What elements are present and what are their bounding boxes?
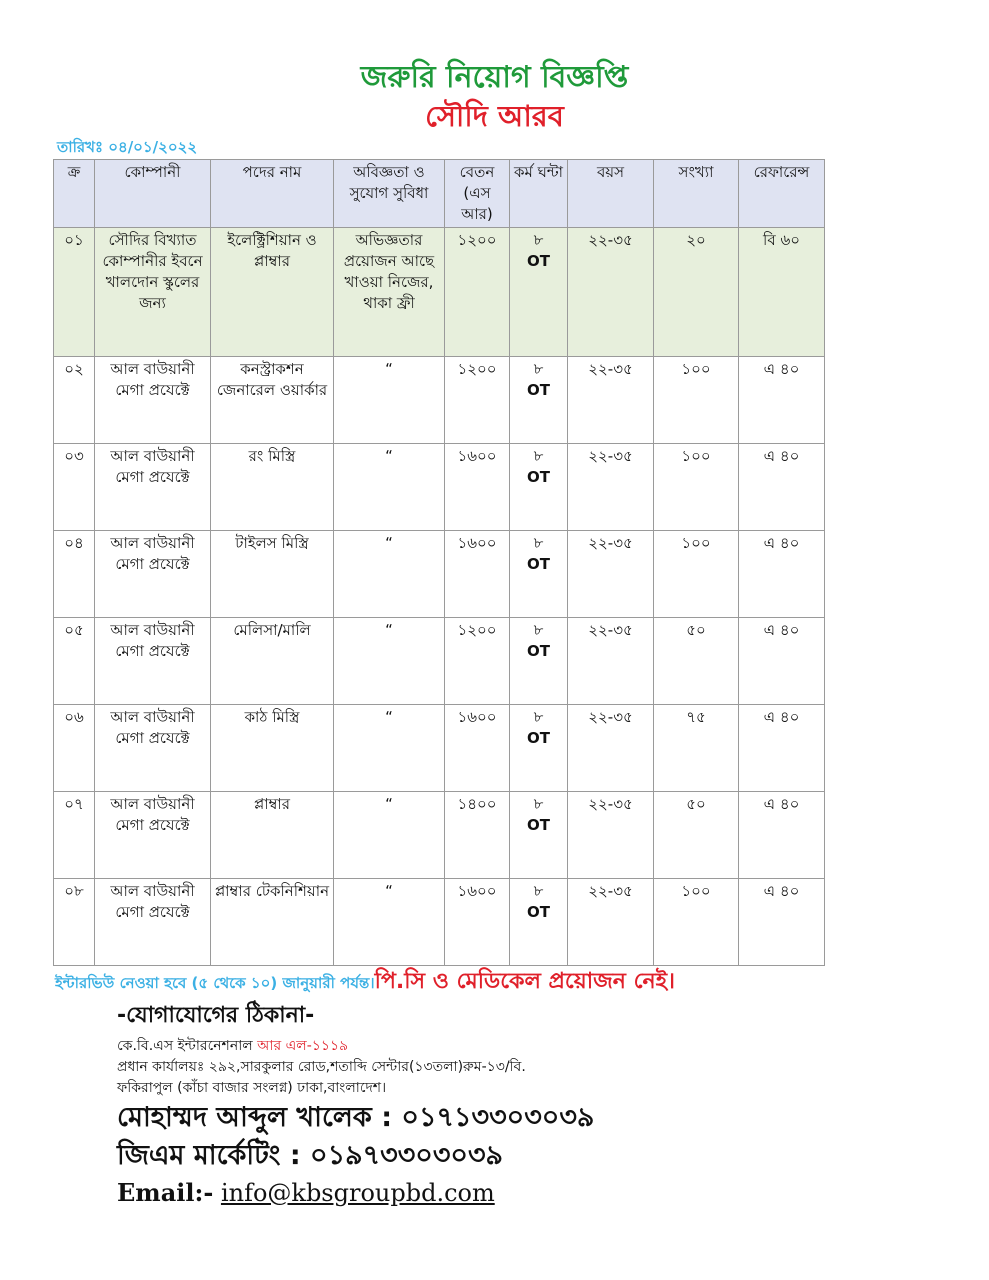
table-header-row: [54, 160, 825, 228]
cell-reference: এ ৪০: [739, 531, 825, 618]
ot-label: OT: [527, 729, 550, 747]
cell-post: প্লাম্বার টেকনিশিয়ান: [211, 879, 334, 966]
cell-salary: ১২০০: [445, 228, 510, 357]
cell-salary: ১৬০০: [445, 531, 510, 618]
country-title: সৌদি আরব: [425, 99, 564, 133]
table-row: [54, 357, 825, 444]
cell-count: ৫০: [654, 618, 739, 705]
header-sl: ক্র: [54, 160, 95, 228]
header-company: কোম্পানী: [95, 160, 211, 228]
email-label: Email:-: [117, 1178, 214, 1207]
cell-post: মেলিসা/মালি: [211, 618, 334, 705]
cell-count: ৭৫: [654, 705, 739, 792]
cell-age: ২২-৩৫: [568, 618, 654, 705]
cell-company: আল বাউয়ানী মেগা প্রযেক্টে: [95, 357, 211, 444]
cell-reference: এ ৪০: [739, 618, 825, 705]
cell-hours: [510, 618, 568, 705]
cell-sl: ০৭: [54, 792, 95, 879]
cell-reference: এ ৪০: [739, 792, 825, 879]
address-line-2: ফকিরাপুল (কাঁচা বাজার সংলগ্ন) ঢাকা,বাংলাদেশ।: [117, 1080, 387, 1096]
cell-post: কনস্ট্রাকশন জেনারেল ওয়ার্কার: [211, 357, 334, 444]
cell-salary: ১২০০: [445, 618, 510, 705]
header-post: পদের নাম: [211, 160, 334, 228]
cell-company: আল বাউয়ানী মেগা প্রযেক্টে: [95, 444, 211, 531]
cell-post: ইলেক্ট্রিশিয়ান ও প্লাম্বার: [211, 228, 334, 357]
cell-age: ২২-৩৫: [568, 444, 654, 531]
cell-sl: ০৮: [54, 879, 95, 966]
cell-salary: ১৬০০: [445, 705, 510, 792]
cell-facility: “: [334, 444, 445, 531]
cell-post: প্লাম্বার: [211, 792, 334, 879]
cell-reference: এ ৪০: [739, 357, 825, 444]
cell-count: ৫০: [654, 792, 739, 879]
cell-age: ২২-৩৫: [568, 705, 654, 792]
table-row: [54, 705, 825, 792]
cell-hours: [510, 444, 568, 531]
table-row: [54, 531, 825, 618]
cell-hours: [510, 705, 568, 792]
cell-hours: [510, 531, 568, 618]
header-hours: কর্ম ঘন্টা: [510, 160, 568, 228]
cell-sl: ০৩: [54, 444, 95, 531]
cell-reference: বি ৬০: [739, 228, 825, 357]
cell-salary: ১৬০০: [445, 879, 510, 966]
cell-salary: ১৬০০: [445, 444, 510, 531]
header-count: সংখ্যা: [654, 160, 739, 228]
cell-company: আল বাউয়ানী মেগা প্রযেক্টে: [95, 618, 211, 705]
cell-company: সৌদির বিখ্যাত কোম্পানীর ইবনে খালদোন স্কুলের জন্য: [95, 228, 211, 357]
ot-label: OT: [527, 555, 550, 573]
hours-value: ৮: [533, 360, 544, 378]
cell-reference: এ ৪০: [739, 705, 825, 792]
cell-reference: এ ৪০: [739, 444, 825, 531]
interview-date-text: ইন্টারভিউ নেওয়া হবে (৫ থেকে ১০) জানুয়ারী পর্যন্ত।: [55, 974, 375, 992]
cell-company: আল বাউয়ানী মেগা প্রযেক্টে: [95, 531, 211, 618]
cell-age: ২২-৩৫: [568, 792, 654, 879]
cell-salary: ১৪০০: [445, 792, 510, 879]
medical-notice-text: পি.সি ও মেডিকেল প্রয়োজন নেই।: [374, 969, 675, 994]
cell-age: ২২-৩৫: [568, 228, 654, 357]
jobs-table: [53, 159, 825, 966]
cell-count: ১০০: [654, 444, 739, 531]
cell-facility: “: [334, 357, 445, 444]
ot-label: OT: [527, 252, 550, 270]
contact-title: -যোগাযোগের ঠিকানা-: [117, 1003, 315, 1028]
cell-count: ১০০: [654, 531, 739, 618]
table-row: [54, 618, 825, 705]
cell-count: ১০০: [654, 357, 739, 444]
hours-value: ৮: [533, 534, 544, 552]
email-link[interactable]: info@kbsgroupbd.com: [220, 1179, 495, 1207]
ot-label: OT: [527, 381, 550, 399]
cell-age: ২২-৩৫: [568, 531, 654, 618]
agency-name: কে.বি.এস ইন্টারনেশনাল: [117, 1038, 253, 1054]
table-row: [54, 228, 825, 357]
table-row: [54, 879, 825, 966]
table-row: [54, 444, 825, 531]
cell-post: কাঠ মিস্ত্রি: [211, 705, 334, 792]
table-row: [54, 792, 825, 879]
cell-facility: অভিজ্ঞতার প্রয়োজন আছে খাওয়া নিজের, থাকা ফ্রী: [334, 228, 445, 357]
cell-sl: ০৬: [54, 705, 95, 792]
cell-hours: [510, 879, 568, 966]
cell-reference: এ ৪০: [739, 879, 825, 966]
cell-company: আল বাউয়ানী মেগা প্রযেক্টে: [95, 705, 211, 792]
cell-facility: “: [334, 792, 445, 879]
cell-post: টাইলস মিস্ত্রি: [211, 531, 334, 618]
cell-hours: [510, 357, 568, 444]
cell-age: ২২-৩৫: [568, 357, 654, 444]
ot-label: OT: [527, 642, 550, 660]
cell-sl: ০২: [54, 357, 95, 444]
notice-date: তারিখঃ ০৪/০১/২০২২: [57, 138, 198, 156]
cell-sl: ০৫: [54, 618, 95, 705]
ot-label: OT: [527, 903, 550, 921]
cell-age: ২২-৩৫: [568, 879, 654, 966]
ot-label: OT: [527, 468, 550, 486]
header-age: বয়স: [568, 160, 654, 228]
cell-company: আল বাউয়ানী মেগা প্রযেক্টে: [95, 879, 211, 966]
email-line: [117, 1178, 495, 1208]
interview-notice: [55, 967, 989, 998]
cell-hours: [510, 792, 568, 879]
cell-company: আল বাউয়ানী মেগা প্রযেক্টে: [95, 792, 211, 879]
header-reference: রেফারেন্স: [739, 160, 825, 228]
address-line-1: প্রধান কার্যালয়ঃ ২৯২,সারকুলার রোড,শতাব্দি সেন্টার(১৩তলা)রুম-১৩/বি.: [117, 1059, 526, 1075]
hours-value: ৮: [533, 621, 544, 639]
phone-contact-2: জিএম মার্কেটিং : ০১৯৭৩৩০৩০৩৯: [117, 1140, 504, 1171]
cell-facility: “: [334, 531, 445, 618]
header-facility: অবিজ্ঞতা ও সুযোগ সুবিধা: [334, 160, 445, 228]
cell-post: রং মিস্ত্রি: [211, 444, 334, 531]
hours-value: ৮: [533, 882, 544, 900]
cell-facility: “: [334, 705, 445, 792]
notice-title: জরুরি নিয়োগ বিজ্ঞপ্তি: [360, 60, 629, 95]
cell-hours: [510, 228, 568, 357]
phone-contact-1: মোহাম্মদ আব্দুল খালেক : ০১৭১৩৩০৩০৩৯: [117, 1102, 595, 1133]
cell-sl: ০৪: [54, 531, 95, 618]
cell-count: ২০: [654, 228, 739, 357]
ot-label: OT: [527, 816, 550, 834]
license-number: আর এল-১১১৯: [257, 1038, 349, 1054]
cell-sl: ০১: [54, 228, 95, 357]
cell-facility: “: [334, 618, 445, 705]
cell-count: ১০০: [654, 879, 739, 966]
hours-value: ৮: [533, 795, 544, 813]
header-salary: বেতন (এস আর): [445, 160, 510, 228]
hours-value: ৮: [533, 447, 544, 465]
hours-value: ৮: [533, 231, 544, 249]
hours-value: ৮: [533, 708, 544, 726]
agency-line: [117, 1036, 348, 1056]
cell-salary: ১২০০: [445, 357, 510, 444]
cell-facility: “: [334, 879, 445, 966]
